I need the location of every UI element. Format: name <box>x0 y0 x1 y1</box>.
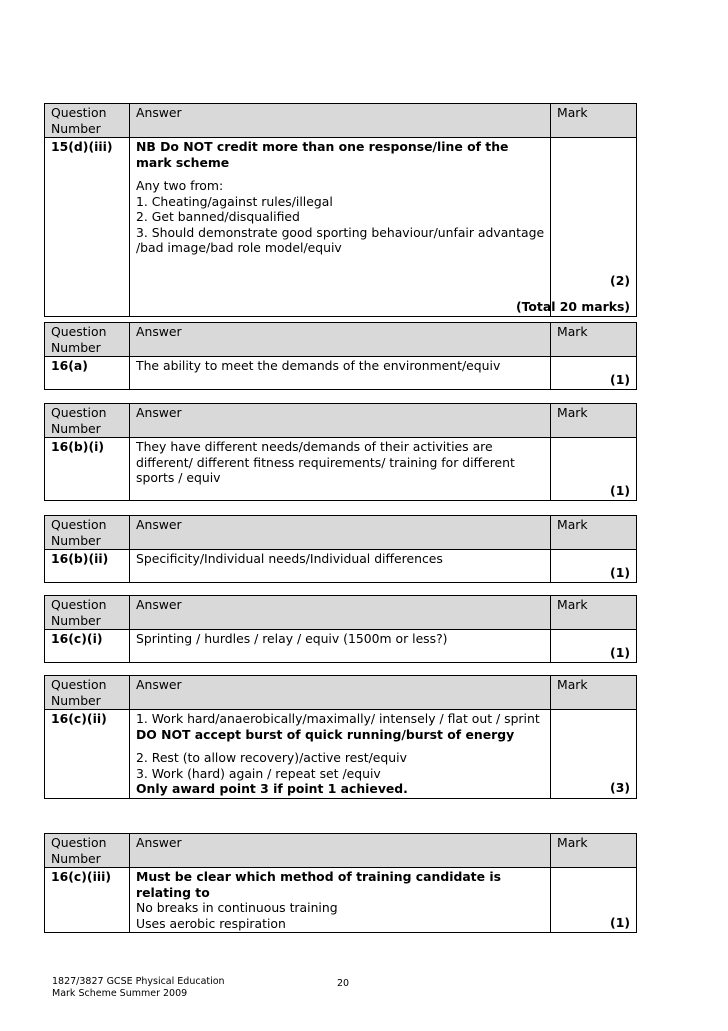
answer-line <box>136 742 547 750</box>
answer-line <box>136 170 547 178</box>
question-number: 16(b)(ii) <box>45 550 130 583</box>
answer-line: Must be clear which method of training candidate is relating to <box>136 869 501 900</box>
header-row <box>45 676 637 710</box>
answer-row <box>45 138 637 317</box>
header-question: Question Number <box>45 596 130 630</box>
header-question: Question Number <box>45 676 130 710</box>
mark-value: (2) <box>610 272 630 288</box>
answer-line: 1. Cheating/against rules/illegal <box>136 193 333 209</box>
answer-line: The ability to meet the demands of the environment/equiv <box>136 358 501 373</box>
total-marks: (Total 20 marks) <box>515 298 630 314</box>
answer-line: 2. Get banned/disqualified <box>136 209 300 224</box>
answer-cell <box>130 710 551 799</box>
answer-line: Any two from: <box>136 178 224 193</box>
question-table <box>44 833 637 933</box>
question-number: 15(d)(iii) <box>45 138 130 317</box>
answer-line: 3. Work (hard) again / repeat set /equiv <box>136 765 381 781</box>
page-number: 20 <box>337 978 350 989</box>
header-answer: Answer <box>130 596 551 630</box>
header-mark: Mark <box>551 323 637 357</box>
header-answer: Answer <box>130 404 551 438</box>
question-number: 16(c)(ii) <box>45 710 130 799</box>
header-mark: Mark <box>551 516 637 550</box>
header-answer: Answer <box>130 104 551 138</box>
answer-row <box>45 630 637 663</box>
header-answer: Answer <box>130 516 551 550</box>
mark-cell <box>551 630 637 663</box>
answer-line: Only award point 3 if point 1 achieved. <box>136 781 408 796</box>
mark-cell <box>515 138 637 317</box>
mark-value: (1) <box>610 564 630 580</box>
header-answer: Answer <box>130 834 551 868</box>
mark-value: (1) <box>610 371 630 387</box>
header-mark: Mark <box>551 596 637 630</box>
header-row <box>45 596 637 630</box>
mark-value: (1) <box>610 644 630 660</box>
footer-series: Mark Scheme Summer 2009 <box>52 988 188 999</box>
answer-line: DO NOT accept burst of quick running/burst of energy <box>136 726 515 742</box>
answer-cell <box>130 138 551 317</box>
answer-line: No breaks in continuous training <box>136 900 338 915</box>
mark-value: (1) <box>610 914 630 930</box>
question-table <box>44 322 637 390</box>
answer-line: Uses aerobic respiration <box>136 915 286 931</box>
mark-value: (3) <box>610 780 630 795</box>
question-number: 16(a) <box>45 357 130 390</box>
question-table <box>44 403 637 501</box>
answer-cell <box>130 550 551 583</box>
answer-row <box>45 868 637 933</box>
answer-cell <box>130 630 551 663</box>
header-answer: Answer <box>130 323 551 357</box>
header-question: Question Number <box>45 404 130 438</box>
header-question: Question Number <box>45 323 130 357</box>
question-number: 16(c)(i) <box>45 630 130 663</box>
footer-course: 1827/3827 GCSE Physical Education <box>52 976 225 987</box>
answer-line: Specificity/Individual needs/Individual differences <box>136 551 443 566</box>
mark-cell <box>551 357 637 390</box>
answer-cell <box>130 438 551 501</box>
question-table <box>44 595 637 663</box>
footer <box>52 976 225 1000</box>
mark-cell <box>551 438 637 501</box>
answer-row <box>45 438 637 501</box>
answer-line: Sprinting / hurdles / relay / equiv (1500m or less?) <box>136 631 448 646</box>
header-mark: Mark <box>551 676 637 710</box>
header-row <box>45 323 637 357</box>
answer-line: 1. Work hard/anaerobically/maximally/ intensely / flat out / sprint <box>136 711 540 726</box>
mark-cell <box>551 550 637 583</box>
header-question: Question Number <box>45 104 130 138</box>
header-row <box>45 404 637 438</box>
header-row <box>45 834 637 868</box>
question-number: 16(b)(i) <box>45 438 130 501</box>
answer-row <box>45 710 637 799</box>
header-question: Question Number <box>45 834 130 868</box>
header-row <box>45 104 637 138</box>
answer-line: 2. Rest (to allow recovery)/active rest/equiv <box>136 750 407 765</box>
answer-row <box>45 357 637 390</box>
header-answer: Answer <box>130 676 551 710</box>
answer-row <box>45 550 637 583</box>
answer-line: They have different needs/demands of their activities are different/ different fitness requirements/ training for different sports / equiv <box>136 439 515 485</box>
question-table <box>44 103 637 317</box>
mark-cell <box>551 710 637 799</box>
answer-line: NB Do NOT credit more than one response/line of the mark scheme <box>136 139 509 170</box>
header-question: Question Number <box>45 516 130 550</box>
mark-cell <box>551 868 637 933</box>
mark-value: (1) <box>610 482 630 498</box>
question-table <box>44 675 637 799</box>
header-mark: Mark <box>551 104 637 138</box>
header-mark: Mark <box>551 404 637 438</box>
question-table <box>44 515 637 583</box>
answer-line: 3. Should demonstrate good sporting behaviour/unfair advantage /bad image/bad role model/equiv <box>136 224 545 255</box>
answer-cell <box>130 868 551 933</box>
answer-cell <box>130 357 551 390</box>
question-number: 16(c)(iii) <box>45 868 130 933</box>
header-mark: Mark <box>551 834 637 868</box>
header-row <box>45 516 637 550</box>
